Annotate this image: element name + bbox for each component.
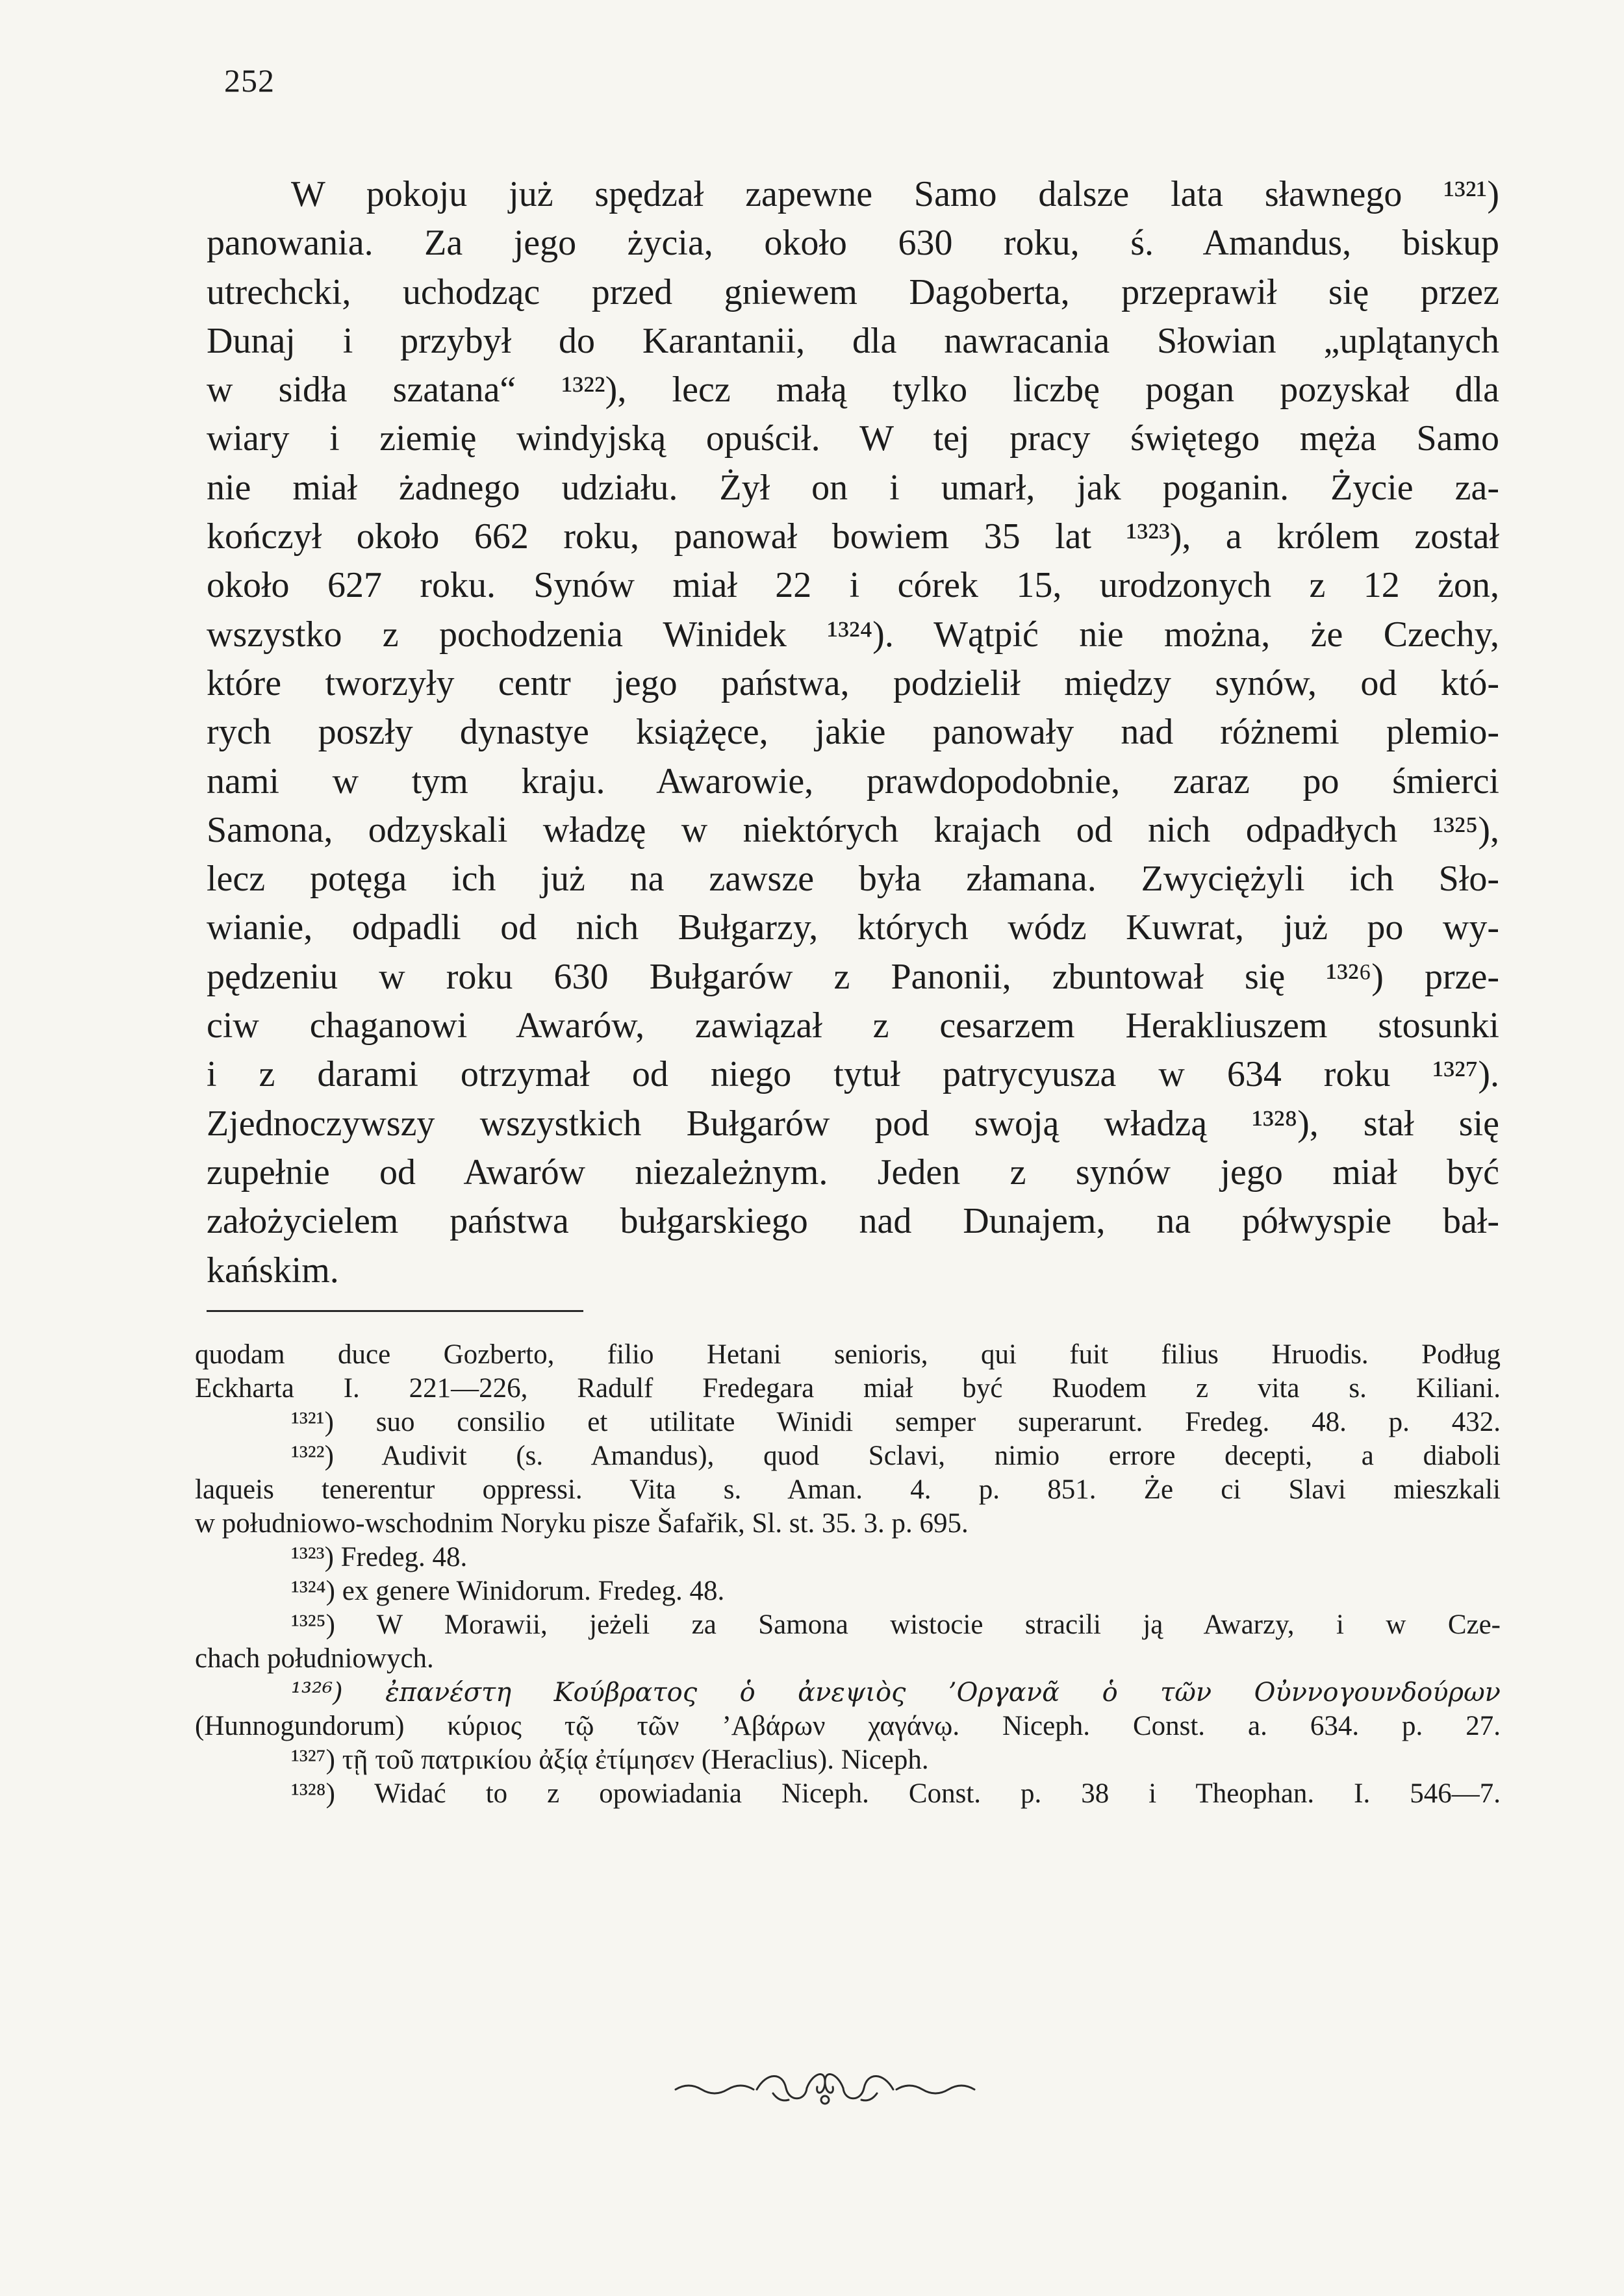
footnote-line: ¹³²⁴) ex genere Winidorum. Fredeg. 48. xyxy=(291,1576,725,1606)
page-number: 252 xyxy=(224,62,275,99)
footnote-line: (Hunnogundorum) κύριος τῷ τῶν ’Αβάρων χαγάνῳ. Niceph. Const. a. 634. p. 27. xyxy=(195,1711,1501,1741)
footnote-line: ¹³²²) Audivit (s. Amandus), quod Sclavi, nimio errore decepti, a diaboli xyxy=(291,1441,1501,1471)
text-line: kończył około 662 roku, panował bowiem 35 lat ¹³²³), a królem został xyxy=(207,516,1499,557)
text-line: ciw chaganowi Awarów, zawiązał z cesarzem Herakliuszem stosunki xyxy=(207,1005,1499,1046)
text-line: rych poszły dynastye książęce, jakie panowały nad różnemi plemio- xyxy=(207,712,1499,753)
footnote-line: Eckharta I. 221—226, Radulf Fredegara miał być Ruodem z vita s. Kiliani. xyxy=(195,1373,1501,1404)
text-line: i z darami otrzymał od niego tytuł patrycyusza w 634 roku ¹³²⁷). xyxy=(207,1054,1499,1095)
footnote-line: laqueis tenerentur oppressi. Vita s. Aman. 4. p. 851. Że ci Slavi mieszkali xyxy=(195,1474,1501,1505)
text-line: nami w tym kraju. Awarowie, prawdopodobnie, zaraz po śmierci xyxy=(207,761,1499,801)
text-line: Zjednoczywszy wszystkich Bułgarów pod swoją władzą ¹³²⁸), stał się xyxy=(207,1103,1499,1144)
text-line: wianie, odpadli od nich Bułgarzy, których wódz Kuwrat, już po wy- xyxy=(207,907,1499,948)
text-line: założycielem państwa bułgarskiego nad Dunajem, na półwyspie bał- xyxy=(207,1201,1499,1242)
footnote-line: ¹³²¹) suo consilio et utilitate Winidi semper superarunt. Fredeg. 48. p. 432. xyxy=(291,1407,1501,1437)
text-line: kańskim. xyxy=(207,1250,339,1291)
text-line: zupełnie od Awarów niezależnym. Jeden z synów jego miał być xyxy=(207,1152,1499,1192)
footnote-divider xyxy=(207,1310,583,1312)
text-line: Dunaj i przybył do Karantanii, dla nawracania Słowian „uplątanych xyxy=(207,320,1499,361)
main-text xyxy=(207,170,1499,1295)
footnote-line: ¹³²⁸) Widać to z opowiadania Niceph. Const. p. 38 i Theophan. I. 546—7. xyxy=(291,1778,1501,1809)
text-line: które tworzyły centr jego państwa, podzielił między synów, od któ- xyxy=(207,662,1499,703)
text-line: pędzeniu w roku 630 Bułgarów z Panonii, zbuntował się ¹³²⁶) prze- xyxy=(207,956,1499,997)
footnotes xyxy=(195,1338,1501,1811)
text-line: około 627 roku. Synów miał 22 i córek 15, urodzonych z 12 żon, xyxy=(207,565,1499,606)
text-line: lecz potęga ich już na zawsze była złamana. Zwyciężyli ich Sło- xyxy=(207,859,1499,900)
text-line: w sidła szatana“ ¹³²²), lecz małą tylko liczbę pogan pozyskał dla xyxy=(207,370,1499,410)
text-line: utrechcki, uchodząc przed gniewem Dagoberta, przeprawił się przez xyxy=(207,271,1499,312)
footnote-line: w południowo-wschodnim Noryku pisze Šafařik, Sl. st. 35. 3. p. 695. xyxy=(195,1508,969,1539)
footnote-line: ¹³²³) Fredeg. 48. xyxy=(291,1542,468,1572)
text-line: wszystko z pochodzenia Winidek ¹³²⁴). Wątpić nie można, że Czechy, xyxy=(207,614,1499,655)
text-line: Samona, odzyskali władzę w niektórych krajach od nich odpadłych ¹³²⁵), xyxy=(207,809,1499,850)
ornament-icon xyxy=(669,2062,981,2114)
footnote-line: quodam duce Gozberto, filio Hetani senioris, qui fuit filius Hruodis. Podług xyxy=(195,1339,1501,1370)
footnote-line: ¹³²⁷) τῇ τοῦ πατρικίου ἀξίᾳ ἐτίμησεν (Heraclius). Niceph. xyxy=(291,1745,929,1775)
footnote-line: ¹³²⁶) ἐπανέστη Κούβρατος ὁ ἀνεψιὸς ’Οργανᾶ ὁ τῶν Οὐννογουνδούρων xyxy=(291,1678,1501,1708)
text-line: W pokoju już spędzał zapewne Samo dalsze lata sławnego ¹³²¹) xyxy=(291,174,1499,214)
text-line: panowania. Za jego życia, około 630 roku, ś. Amandus, biskup xyxy=(207,223,1499,264)
text-line: wiary i ziemię windyjską opuścił. W tej pracy świętego męża Samo xyxy=(207,418,1499,459)
footnote-line: ¹³²⁵) W Morawii, jeżeli za Samona wistocie stracili ją Awarzy, i w Cze- xyxy=(291,1609,1501,1640)
text-line: nie miał żadnego udziału. Żył on i umarł, jak poganin. Życie za- xyxy=(207,467,1499,508)
footnote-line: chach południowych. xyxy=(195,1643,434,1674)
